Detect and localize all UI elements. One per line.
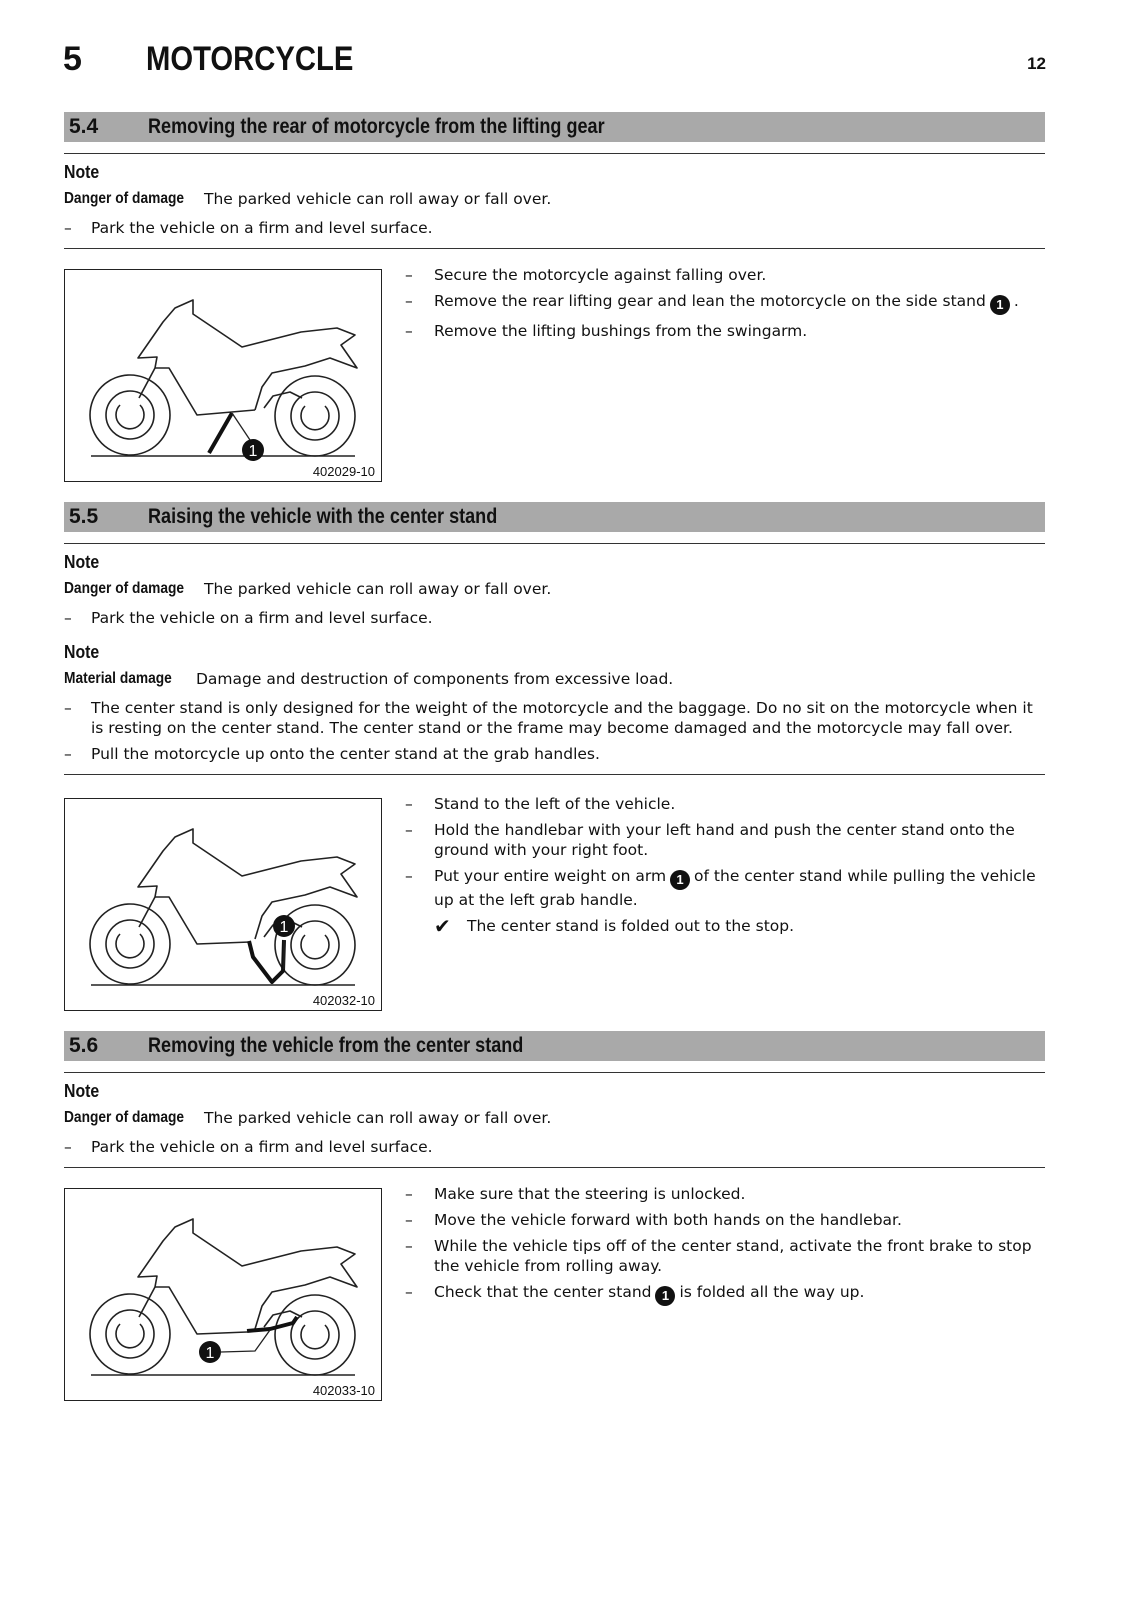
note-label: Material damage (64, 670, 172, 687)
step-item (405, 291, 1045, 315)
motorcycle-stand-folded-illustration (65, 1189, 381, 1400)
figure-402033 (64, 1188, 382, 1401)
motorcycle-center-stand-illustration (65, 799, 381, 1010)
section-header (64, 112, 1045, 142)
step-item: – Secure the motorcycle against falling over. (405, 265, 1045, 285)
section-number: 5.6 (69, 1034, 99, 1057)
step-item: – Stand to the left of the vehicle. (405, 794, 1045, 814)
section-5-5 (64, 502, 1045, 775)
step-item: – Make sure that the steering is unlocked. (405, 1184, 1045, 1204)
page-number: 12 (1027, 54, 1046, 73)
section-5-4 (64, 112, 1045, 249)
step-item: – While the vehicle tips off of the center stand, activate the front brake to stop the vehicle from rolling away. (405, 1236, 1045, 1276)
step-text: of the center stand while pulling the vehicle up at the left grab handle. (434, 867, 1036, 909)
figure-id: 402032-10 (312, 993, 375, 1008)
step-text: Remove the rear lifting gear and lean the motorcycle on the side stand (434, 292, 986, 310)
note-label: Danger of damage (64, 1109, 185, 1126)
motorcycle-side-stand-illustration (65, 270, 381, 481)
step-item: – Remove the lifting bushings from the swingarm. (405, 321, 1045, 341)
callout-marker: 1 (990, 295, 1010, 315)
note-label: Danger of damage (64, 190, 185, 207)
note-bullet: – Pull the motorcycle up onto the center stand at the grab handles. (64, 744, 1045, 764)
callout-marker: 1 (655, 1286, 675, 1306)
figure-id: 402029-10 (312, 464, 375, 479)
figure-402032 (64, 798, 382, 1011)
callout-label: 1 (279, 919, 289, 936)
note-line (64, 190, 1045, 208)
steps-5-4 (405, 265, 1045, 347)
divider (64, 774, 1045, 775)
note-line (64, 1109, 1045, 1127)
checkmark-icon: ✔ (434, 914, 451, 938)
section-title: Removing the rear of motorcycle from the lifting gear (148, 115, 605, 138)
result-text: The center stand is folded out to the stop. (467, 917, 795, 935)
step-result (405, 916, 1045, 936)
step-text: is folded all the way up. (679, 1283, 865, 1301)
section-number: 5.4 (69, 115, 99, 138)
note-heading: Note (64, 552, 100, 572)
divider (64, 1167, 1045, 1168)
note-text: The parked vehicle can roll away or fall over. (204, 190, 552, 208)
section-header (64, 502, 1045, 532)
divider (64, 153, 1045, 154)
step-text: . (1013, 292, 1019, 310)
note-bullet: – Park the vehicle on a firm and level surface. (64, 1137, 1045, 1157)
callout-marker: 1 (670, 870, 690, 890)
note-bullet: – Park the vehicle on a firm and level surface. (64, 608, 1045, 628)
divider (64, 248, 1045, 249)
callout-label: 1 (205, 1345, 215, 1362)
step-item (405, 1282, 1045, 1306)
chapter-title: MOTORCYCLE (146, 40, 354, 78)
figure-402029 (64, 269, 382, 482)
divider (64, 543, 1045, 544)
note-bullet: – Park the vehicle on a firm and level surface. (64, 218, 1045, 238)
note-line (64, 670, 1045, 688)
section-header (64, 1031, 1045, 1061)
divider (64, 1072, 1045, 1073)
section-5-6 (64, 1031, 1045, 1168)
note-line (64, 580, 1045, 598)
note-heading: Note (64, 162, 100, 182)
callout-label: 1 (248, 443, 258, 460)
step-text: Check that the center stand (434, 1283, 652, 1301)
steps-5-6 (405, 1184, 1045, 1312)
section-title: Removing the vehicle from the center stand (148, 1034, 524, 1057)
note-heading: Note (64, 1081, 100, 1101)
note-text: The parked vehicle can roll away or fall over. (204, 1109, 552, 1127)
chapter-number: 5 (63, 40, 82, 78)
step-item (405, 866, 1045, 910)
section-number: 5.5 (69, 505, 99, 528)
note-text: Damage and destruction of components from excessive load. (196, 670, 674, 688)
section-title: Raising the vehicle with the center stand (148, 505, 498, 528)
note-heading: Note (64, 642, 100, 662)
note-text: The parked vehicle can roll away or fall over. (204, 580, 552, 598)
step-item: – Move the vehicle forward with both hands on the handlebar. (405, 1210, 1045, 1230)
step-text: Put your entire weight on arm (434, 867, 667, 885)
note-bullet: – The center stand is only designed for the weight of the motorcycle and the baggage. Do no sit on the motorcycle when it is resting on the center stand. The center stand or the frame may become damaged and the motorcycle may fall over. (64, 698, 1045, 738)
figure-id: 402033-10 (312, 1383, 375, 1398)
step-item: – Hold the handlebar with your left hand and push the center stand onto the ground with your right foot. (405, 820, 1045, 860)
note-label: Danger of damage (64, 580, 185, 597)
steps-5-5 (405, 794, 1045, 936)
